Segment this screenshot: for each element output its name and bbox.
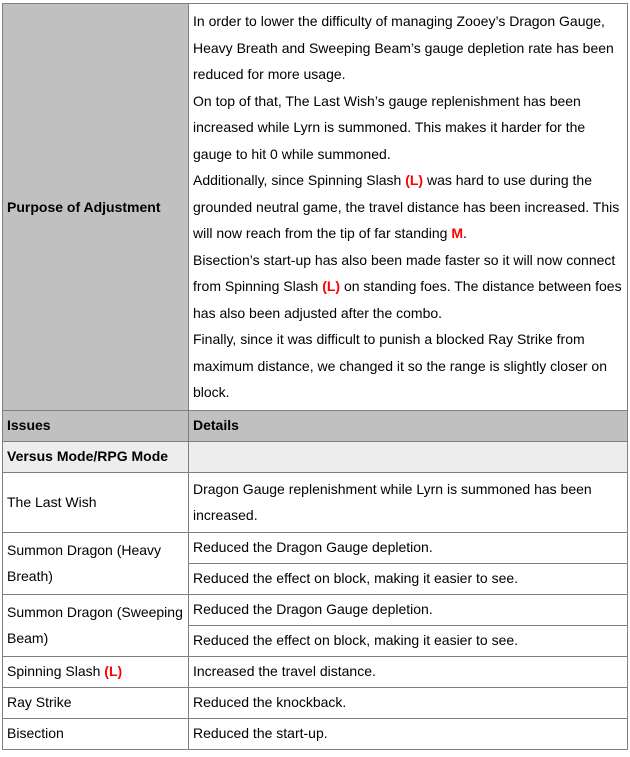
purpose-row	[3, 4, 628, 411]
issue-cell: The Last Wish	[3, 472, 189, 532]
purpose-paragraph-4	[193, 247, 623, 327]
detail-cell: Reduced the Dragon Gauge depletion.	[189, 532, 628, 563]
purpose-paragraph-5: Finally, since it was difficult to punish a blocked Ray Strike from maximum distance, we changed it so the range is slightly closer on block.	[193, 331, 607, 400]
purpose-label: Purpose of Adjustment	[3, 4, 189, 411]
table-row	[3, 656, 628, 687]
detail-cell: Reduced the knockback.	[189, 687, 628, 718]
detail-cell: Increased the travel distance.	[189, 656, 628, 687]
purpose-paragraph-2: On top of that, The Last Wish’s gauge replenishment has been increased while Lyrn is summoned. This makes it harder for the gauge to hit 0 while summoned.	[193, 92, 586, 162]
table-row	[3, 718, 628, 749]
section-row	[3, 441, 628, 472]
issue-cell: Summon Dragon (Sweeping Beam)	[3, 594, 189, 656]
button-label-medium: M	[451, 225, 464, 241]
section-empty-cell	[189, 441, 628, 472]
table-row	[3, 594, 628, 625]
detail-cell: Reduced the effect on block, making it easier to see.	[189, 563, 628, 594]
table-row	[3, 472, 628, 532]
section-label: Versus Mode/RPG Mode	[3, 441, 189, 472]
button-label-light: (L)	[322, 278, 341, 294]
text-segment: .	[463, 225, 467, 241]
text-segment: was hard to use during the grounded neutral game, the travel distance has been increased. This will now reach from the tip of far standing	[193, 172, 620, 241]
issue-cell: Bisection	[3, 718, 189, 749]
purpose-paragraph-3	[193, 167, 623, 247]
text-segment: Additionally, since Spinning Slash	[193, 172, 406, 188]
issue-cell	[3, 656, 189, 687]
button-label-light: (L)	[405, 172, 424, 188]
detail-cell: Reduced the effect on block, making it easier to see.	[189, 625, 628, 656]
detail-cell: Reduced the start-up.	[189, 718, 628, 749]
issues-header: Issues	[3, 410, 189, 441]
patch-notes-table	[2, 3, 628, 750]
details-header: Details	[189, 410, 628, 441]
text-segment: on standing foes. The distance between foes has also been adjusted after the combo.	[193, 278, 622, 321]
header-row	[3, 410, 628, 441]
purpose-details	[189, 4, 628, 411]
button-label-light: (L)	[104, 663, 123, 680]
text-segment: Spinning Slash	[7, 663, 105, 680]
detail-cell: Dragon Gauge replenishment while Lyrn is summoned has been increased.	[189, 472, 628, 532]
purpose-paragraph-1: In order to lower the difficulty of managing Zooey’s Dragon Gauge, Heavy Breath and Sweeping Beam’s gauge depletion rate has been reduced for more usage.	[193, 13, 614, 82]
issue-cell: Ray Strike	[3, 687, 189, 718]
table-row	[3, 532, 628, 563]
table-row	[3, 687, 628, 718]
issue-cell: Summon Dragon (Heavy Breath)	[3, 532, 189, 594]
text-segment: Bisection’s start-up has also been made faster so it will now connect from Spinning Slash	[193, 251, 616, 294]
detail-cell: Reduced the Dragon Gauge depletion.	[189, 594, 628, 625]
